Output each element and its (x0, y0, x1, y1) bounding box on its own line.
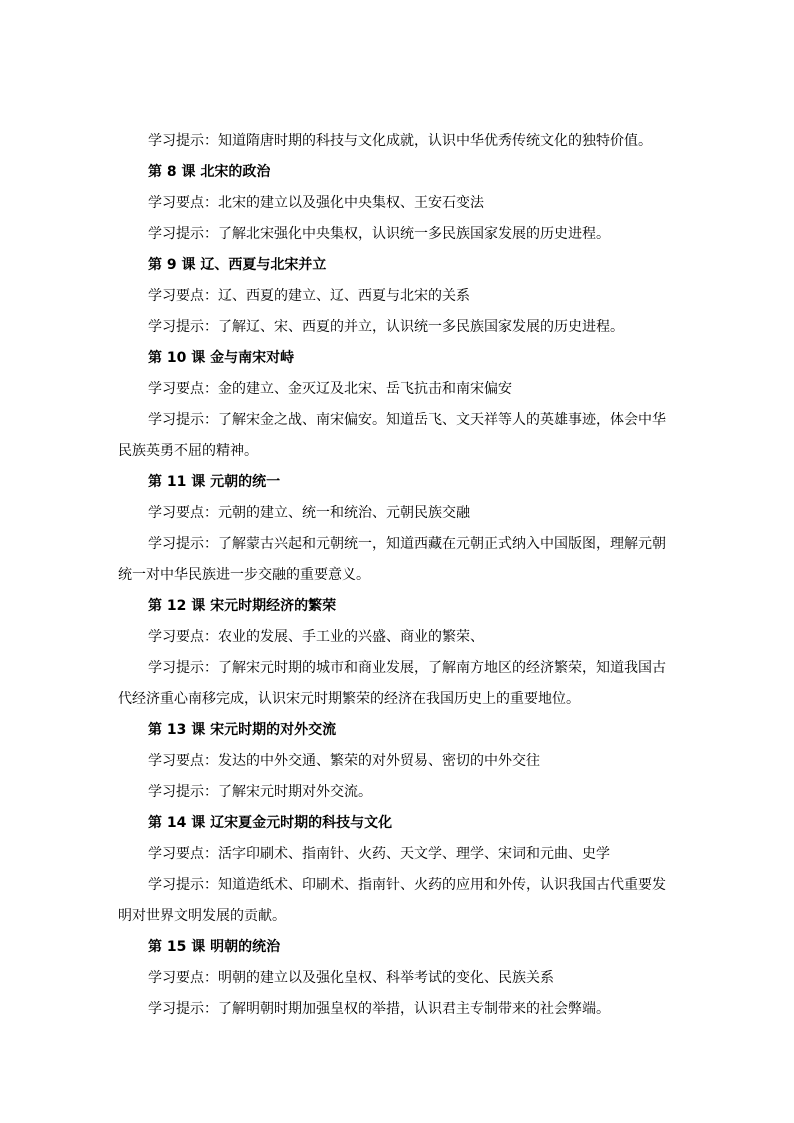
lesson-heading: 第 14 课 辽宋夏金元时期的科技与文化 (148, 815, 393, 831)
lesson-heading: 第 8 课 北宋的政治 (148, 164, 271, 180)
lesson-heading: 第 15 课 明朝的统治 (148, 939, 281, 955)
study-key-points: 学习要点：北宋的建立以及强化中央集权、王安石变法 (148, 195, 484, 211)
study-tip: 学习提示：了解宋金之战、南宋偏安。知道岳飞、文天祥等人的英雄事迹，体会中华民族英勇不屈的精神。 (118, 412, 666, 459)
study-key-points: 学习要点：发达的中外交通、繁荣的对外贸易、密切的中外交往 (148, 753, 540, 769)
study-tip: 学习提示：了解北宋强化中央集权，认识统一多民族国家发展的历史进程。 (148, 226, 610, 242)
study-tip: 学习提示：了解宋元时期的城市和商业发展，了解南方地区的经济繁荣，知道我国古代经济重心南移完成，认识宋元时期繁荣的经济在我国历史上的重要地位。 (118, 660, 666, 707)
study-tip: 学习提示：了解蒙古兴起和元朝统一，知道西藏在元朝正式纳入中国版图，理解元朝统一对中华民族进一步交融的重要意义。 (118, 536, 666, 583)
study-key-points: 学习要点：明朝的建立以及强化皇权、科举考试的变化、民族关系 (148, 970, 554, 986)
study-tip: 学习提示：了解明朝时期加强皇权的举措，认识君主专制带来的社会弊端。 (148, 1001, 610, 1017)
study-tip: 学习提示：知道造纸术、印刷术、指南针、火药的应用和外传，认识我国古代重要发明对世界文明发展的贡献。 (118, 877, 666, 924)
study-key-points: 学习要点：辽、西夏的建立、辽、西夏与北宋的关系 (148, 288, 470, 304)
document-body (118, 126, 678, 1025)
lesson-heading: 第 10 课 金与南宋对峙 (148, 350, 295, 366)
study-key-points: 学习要点：元朝的建立、统一和统治、元朝民族交融 (148, 505, 470, 521)
study-tip: 学习提示：知道隋唐时期的科技与文化成就，认识中华优秀传统文化的独特价值。 (148, 133, 652, 149)
study-key-points: 学习要点：农业的发展、手工业的兴盛、商业的繁荣、 (148, 629, 484, 645)
lesson-heading: 第 13 课 宋元时期的对外交流 (148, 722, 337, 738)
lesson-heading: 第 12 课 宋元时期经济的繁荣 (148, 598, 337, 614)
study-tip: 学习提示：了解宋元时期对外交流。 (148, 784, 372, 800)
lesson-heading: 第 9 课 辽、西夏与北宋并立 (148, 257, 327, 273)
study-key-points: 学习要点：金的建立、金灭辽及北宋、岳飞抗击和南宋偏安 (148, 381, 512, 397)
study-key-points: 学习要点：活字印刷术、指南针、火药、天文学、理学、宋词和元曲、史学 (148, 846, 610, 862)
lesson-heading: 第 11 课 元朝的统一 (148, 474, 281, 490)
study-tip: 学习提示：了解辽、宋、西夏的并立，认识统一多民族国家发展的历史进程。 (148, 319, 624, 335)
